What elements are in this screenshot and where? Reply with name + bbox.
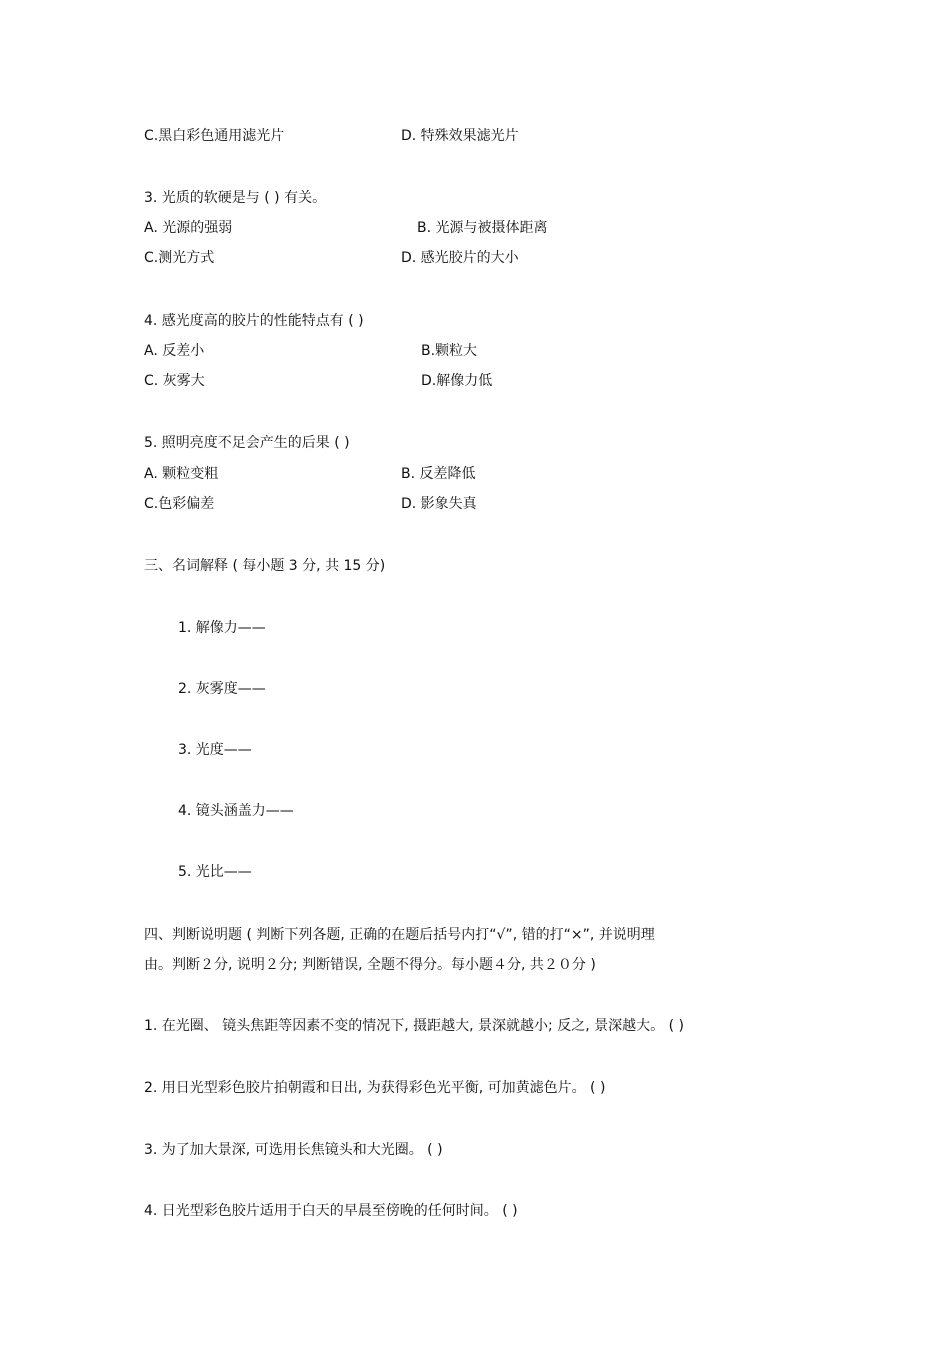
section-heading: 四、判断说明题 ( 判断下列各题, 正确的在题后括号内打“√”, 错的打“×”, 并说明理	[144, 927, 655, 943]
question-text: 5. 照明亮度不足会产生的后果 ( )	[144, 435, 350, 451]
term-item: 2. 灰雾度——	[178, 681, 266, 697]
term-item: 3. 光度——	[178, 742, 252, 758]
option-d: D. 特殊效果滤光片	[401, 128, 519, 144]
option-b: B. 反差降低	[401, 466, 476, 482]
option-c: C. 灰雾大	[144, 373, 205, 389]
option-d: D.解像力低	[421, 373, 493, 389]
section-heading: 三、名词解释 ( 每小题 3 分, 共 15 分)	[144, 558, 386, 574]
option-a: A. 光源的强弱	[144, 220, 233, 236]
term-item: 5. 光比——	[178, 864, 252, 880]
option-d: D. 感光胶片的大小	[401, 250, 519, 266]
judgement-item: 2. 用日光型彩色胶片拍朝霞和日出, 为获得彩色光平衡, 可加黄滤色片。 ( )	[144, 1080, 606, 1096]
term-item: 1. 解像力——	[178, 620, 266, 636]
option-a: A. 颗粒变粗	[144, 466, 219, 482]
option-a: A. 反差小	[144, 343, 205, 359]
judgement-item: 1. 在光圈、 镜头焦距等因素不变的情况下, 摄距越大, 景深就越小; 反之, 景深越大。 ( )	[144, 1018, 684, 1034]
question-text: 4. 感光度高的胶片的性能特点有 ( )	[144, 313, 364, 329]
section-heading-continued: 由。判断２分, 说明２分; 判断错误, 全题不得分。每小题４分, 共２０分 )	[144, 957, 596, 973]
judgement-item: 3. 为了加大景深, 可选用长焦镜头和大光圈。 ( )	[144, 1142, 443, 1158]
option-b: B.颗粒大	[421, 343, 478, 359]
option-c: C.色彩偏差	[144, 496, 215, 512]
question-text: 3. 光质的软硬是与 ( ) 有关。	[144, 190, 327, 206]
term-item: 4. 镜头涵盖力——	[178, 803, 294, 819]
option-b: B. 光源与被摄体距离	[417, 220, 548, 236]
option-d: D. 影象失真	[401, 496, 477, 512]
option-c: C.黑白彩色通用滤光片	[144, 128, 285, 144]
option-c: C.测光方式	[144, 250, 215, 266]
judgement-item: 4. 日光型彩色胶片适用于白天的早晨至傍晚的任何时间。 ( )	[144, 1203, 518, 1219]
